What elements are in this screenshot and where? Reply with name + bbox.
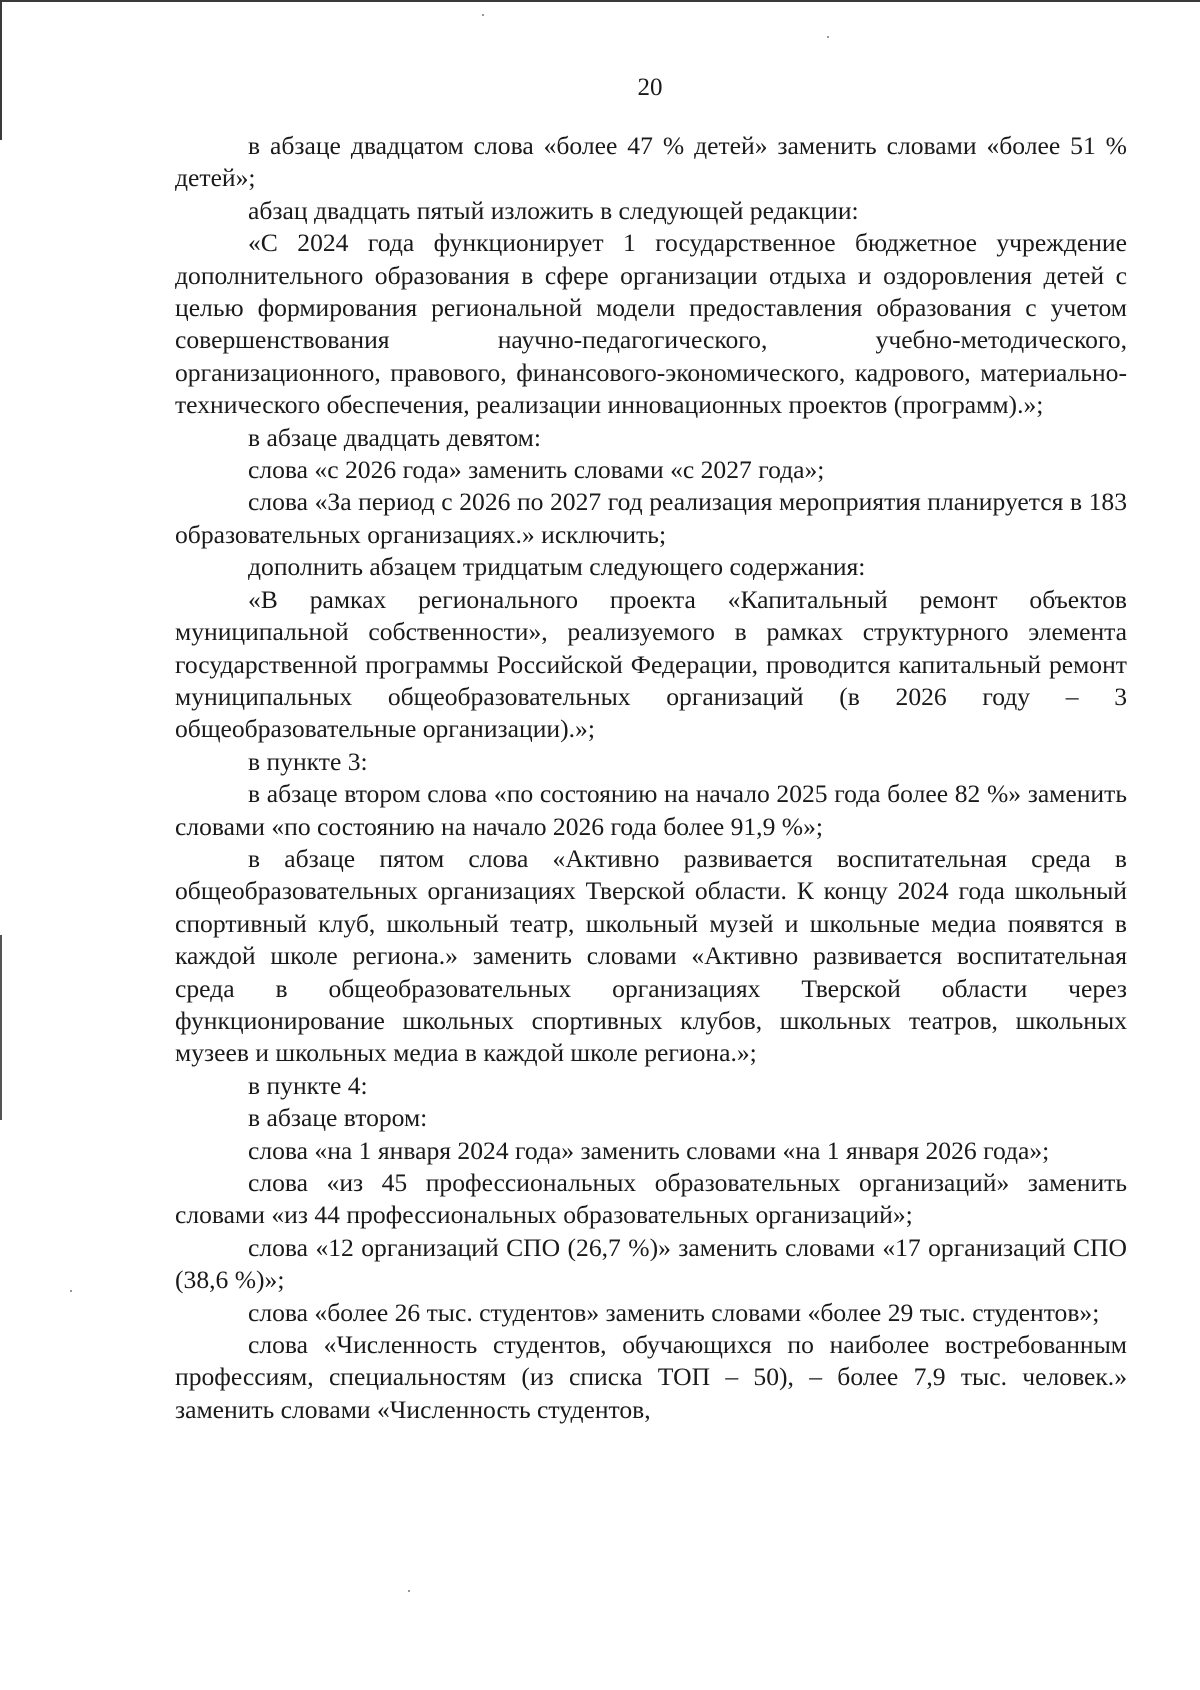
document-body xyxy=(175,130,1127,1426)
page-number: 20 xyxy=(637,74,663,101)
paragraph: «В рамках регионального проекта «Капитальный ремонт объектов муниципальной собственности», реализуемого в рамках структурного элемента государственной программы Российской Федерации, проводится капитальный ремонт муниципальных общеобразовательных организаций (в 2026 году – 3 общеобразовательные организации).»; xyxy=(175,584,1127,744)
paragraph: слова «более 26 тыс. студентов» заменить словами «более 29 тыс. студентов»; xyxy=(248,1297,1100,1327)
scan-speck xyxy=(70,1290,72,1292)
paragraph: слова «Численность студентов, обучающихся по наиболее востребованным профессиям, специальностям (из списка ТОП – 50), – более 7,9 тыс. человек.» заменить словами «Численность студентов, xyxy=(175,1330,1127,1424)
paragraph: в абзаце втором слова «по состоянию на начало 2025 года более 82 %» заменить словами «по состоянию на начало 2026 года более 91,9 %»; xyxy=(175,779,1127,841)
scan-speck xyxy=(482,14,484,16)
paragraph: слова «из 45 профессиональных образовательных организаций» заменить словами «из 44 профессиональных образовательных организаций»; xyxy=(175,1168,1127,1230)
paragraph: «С 2024 года функционирует 1 государственное бюджетное учреждение дополнительного образования в сфере организации отдыха и оздоровления детей с целью формирования региональной модели предоставления образования с учетом совершенствования научно-педагогического, учебно-методического, организационного, правового, финансового-экономического, кадрового, материально-технического обеспечения, реализации инновационных проектов (программ).»; xyxy=(175,228,1127,420)
scan-border-left-lower xyxy=(0,935,2,1120)
paragraph: абзац двадцать пятый изложить в следующей редакции: xyxy=(248,195,859,225)
paragraph: дополнить абзацем тридцатым следующего содержания: xyxy=(248,552,866,582)
paragraph: слова «с 2026 года» заменить словами «с 2027 года»; xyxy=(248,455,825,485)
paragraph: слова «на 1 января 2024 года» заменить словами «на 1 января 2026 года»; xyxy=(248,1135,1050,1165)
scan-border-left xyxy=(0,0,2,140)
paragraph: в абзаце пятом слова «Активно развивается воспитательная среда в общеобразовательных организациях Тверской области. К концу 2024 года школьный спортивный клуб, школьный театр, школьный музей и школьные медиа появятся в каждой школе региона.» заменить словами «Активно развивается воспитательная среда в общеобразовательных организациях Тверской области через функционирование школьных спортивных клубов, школьных театров, школьных музеев и школьных медиа в каждой школе региона.»; xyxy=(175,843,1127,1068)
paragraph: слова «За период с 2026 по 2027 год реализация мероприятия планируется в 183 образовательных организациях.» исключить; xyxy=(175,487,1127,549)
paragraph: в абзаце втором: xyxy=(248,1103,428,1133)
scan-border-top xyxy=(0,0,1200,2)
paragraph: в пункте 4: xyxy=(248,1070,368,1100)
scan-speck xyxy=(408,1590,410,1592)
scan-speck xyxy=(827,36,829,38)
paragraph: в пункте 3: xyxy=(248,746,368,776)
paragraph: в абзаце двадцать девятом: xyxy=(248,422,541,452)
paragraph: в абзаце двадцатом слова «более 47 % детей» заменить словами «более 51 % детей»; xyxy=(175,131,1127,193)
paragraph: слова «12 организаций СПО (26,7 %)» заменить словами «17 организаций СПО (38,6 %)»; xyxy=(175,1232,1127,1295)
